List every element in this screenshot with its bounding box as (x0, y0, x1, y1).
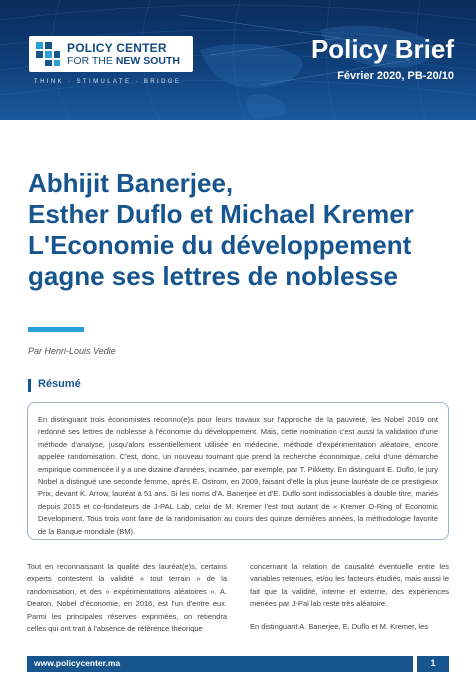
body-paragraph: concernant la relation de causalité éventuelle entre les variables retenues, et/ou les facteurs étudiés, mais aussi le fait que la validité, interne et externe, des expériences menées par J-Pal lab reste très aléatoire. (250, 562, 449, 609)
main-title (28, 168, 458, 292)
title-line: Abhijit Banerjee, (28, 168, 234, 198)
title-accent-rule (28, 327, 84, 332)
logo-line-2-bold: NEW SOUTH (115, 55, 180, 67)
author-byline: Par Henri-Louis Vedie (28, 346, 116, 356)
logo-mark-icon (34, 40, 62, 68)
body-paragraph: Tout en reconnaissant la qualité des lauréat(e)s, certains experts contestent la validité « tout terrain » de la randomisation, et des « expérimentations aléatoires ». A. Deaton, Nobel d'économie, en 2016, est l'un d'entre eux. Parmi les principales réserves exprimées, on retiendra celles qui ont trait à l'absence de référence théorique (27, 562, 227, 634)
summary-box: En distinguant trois économistes reconnu(e)s pour leurs travaux sur l'approche de la pauvreté, les Nobel 2019 ont redonné ses lettres de noblesse à l'économie du développement. Mais, cette nomination c'est aussi la validation d'une méthode d'analyse, jusqu'alors essentiellement utilisée en médecine, méthode d'expérimentation aléatoire, encore appelée randomisation. C'est, donc, un nouveau tournant que prend la recherche économique, celui d'une démarche empirique commencée il y a une dizaine d'années, incarnée, par exemple, par T. Pikketty. En distinguant E. Duflo, le jury Nobel a distingué une seconde femme, après E. Ostrom, en 2009, faisant d'elle la plus jeune lauréate de ce prestigieux Prix, devant K. Arrow, lauréat à 51 ans. Si les noms d'A. Banerjee et d'E. Duflo sont indissociables à double titre, mariés depuis 2015 et co-fondateurs de J-PAL Lab, celui de M. Kremer l'est tout autant de « Kremer O-Ring of Economic Development. Tous trois vont faire de la randomisation au cours des quinze dernières années, la méthodologie favorite de la Banque mondiale (BM). (27, 402, 449, 540)
summary-heading: Résumé (38, 378, 81, 390)
footer-website-link[interactable]: www.policycenter.ma (34, 658, 121, 668)
document-date-reference: Février 2020, PB-20/10 (337, 70, 454, 82)
logo-line-2 (67, 55, 180, 67)
document-type-title: Policy Brief (310, 34, 454, 64)
logo-tagline: THINK · STIMULATE · BRIDGE (34, 79, 182, 85)
body-column-left (27, 561, 227, 645)
logo-line-2-prefix: FOR THE (67, 55, 116, 67)
policy-center-logo[interactable] (29, 36, 193, 72)
title-line: Esther Duflo et Michael Kremer (28, 199, 414, 229)
title-line: gagne ses lettres de noblesse (28, 261, 398, 291)
header-banner (0, 0, 476, 120)
logo-line-1: POLICY CENTER (67, 41, 167, 55)
title-line: L'Economie du développement (28, 230, 412, 260)
body-column-right (250, 561, 449, 643)
section-marker (28, 379, 31, 392)
page-number: 1 (430, 658, 436, 668)
body-paragraph: En distinguant A. Banerjee, E. Duflo et M. Kremer, les (250, 621, 429, 631)
